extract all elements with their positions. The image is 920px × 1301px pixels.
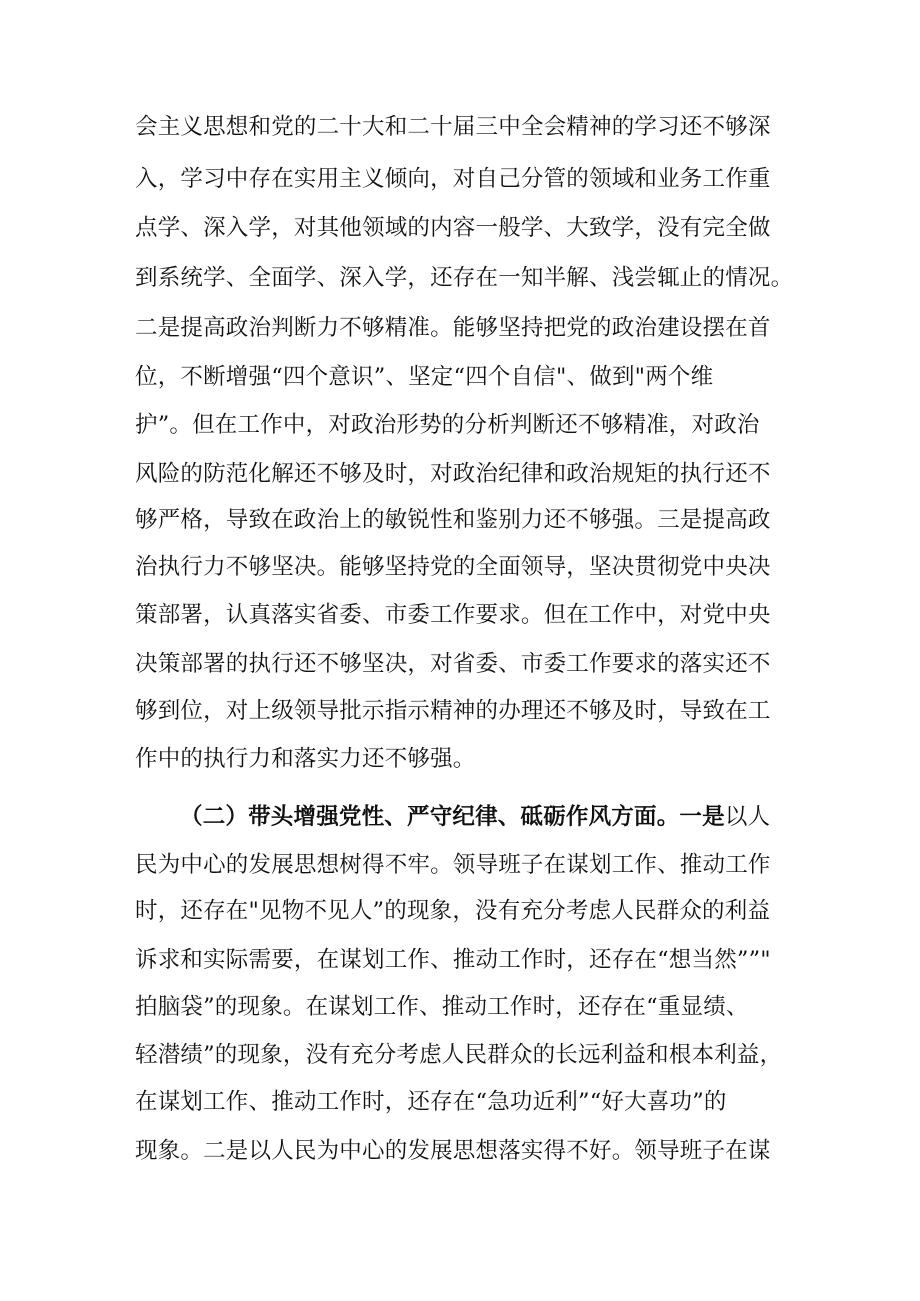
- section-heading-line: [180, 802, 770, 832]
- text-line: 轻潜绩”的现象，没有充分考虑人民群众的长远利益和根本利益，: [135, 1042, 783, 1068]
- text-line: 位，不断增强“四个意识”、坚定“四个自信"、做到"两个维: [135, 364, 714, 390]
- text-line: 拍脑袋”的现象。在谋划工作、推动工作时，还存在“重显绩、: [135, 994, 749, 1020]
- text-line: 现象。二是以人民为中心的发展思想落实得不好。领导班子在谋: [135, 1138, 771, 1164]
- section-heading: （二）带头增强党性、严守纪律、砥砺作风方面。: [180, 804, 680, 830]
- lead-bold: 一是: [679, 804, 725, 830]
- text-line: 会主义思想和党的二十大和二十届三中全会精神的学习还不够深: [135, 114, 771, 140]
- text-line: 在谋划工作、推动工作时，还存在“急功近利”“好大喜功”的: [135, 1089, 727, 1115]
- text-line: 到系统学、全面学、深入学，还存在一知半解、浅尝辄止的情况。: [135, 265, 794, 291]
- text-line: 时，还存在"见物不见人”的现象，没有充分考虑人民群众的利益: [135, 898, 771, 924]
- text-line: 够严格，导致在政治上的敏锐性和鉴别力还不够强。三是提高政: [135, 507, 771, 533]
- text-line: 风险的防范化解还不够及时，对政治纪律和政治规矩的执行还不: [135, 461, 771, 487]
- text-line: 决策部署的执行还不够坚决，对省委、市委工作要求的落实还不: [135, 651, 771, 677]
- text-line: 治执行力不够坚决。能够坚持党的全面领导，坚决贯彻党中央决: [135, 554, 771, 580]
- text-line: 护”。但在工作中，对政治形势的分析判断还不够精准，对政治: [135, 412, 760, 438]
- text-line: 二是提高政治判断力不够精准。能够坚持把党的政治建设摆在首: [135, 315, 771, 341]
- heading-rest: 以人: [724, 804, 771, 830]
- text-line: 够到位，对上级领导批示指示精神的办理还不够及时，导致在工: [135, 698, 771, 724]
- text-line: 入，学习中存在实用主义倾向，对自己分管的领域和业务工作重: [135, 166, 771, 192]
- text-line: 策部署，认真落实省委、市委工作要求。但在工作中，对党中央: [135, 602, 771, 628]
- text-line: 民为中心的发展思想树得不牢。领导班子在谋划工作、推动工作: [135, 852, 771, 878]
- text-line: 点学、深入学，对其他领域的内容一般学、大致学，没有完全做: [135, 215, 771, 241]
- text-line: 诉求和实际需要，在谋划工作、推动工作时，还存在“想当然””": [135, 947, 771, 973]
- text-line: 作中的执行力和落实力还不够强。: [135, 746, 476, 772]
